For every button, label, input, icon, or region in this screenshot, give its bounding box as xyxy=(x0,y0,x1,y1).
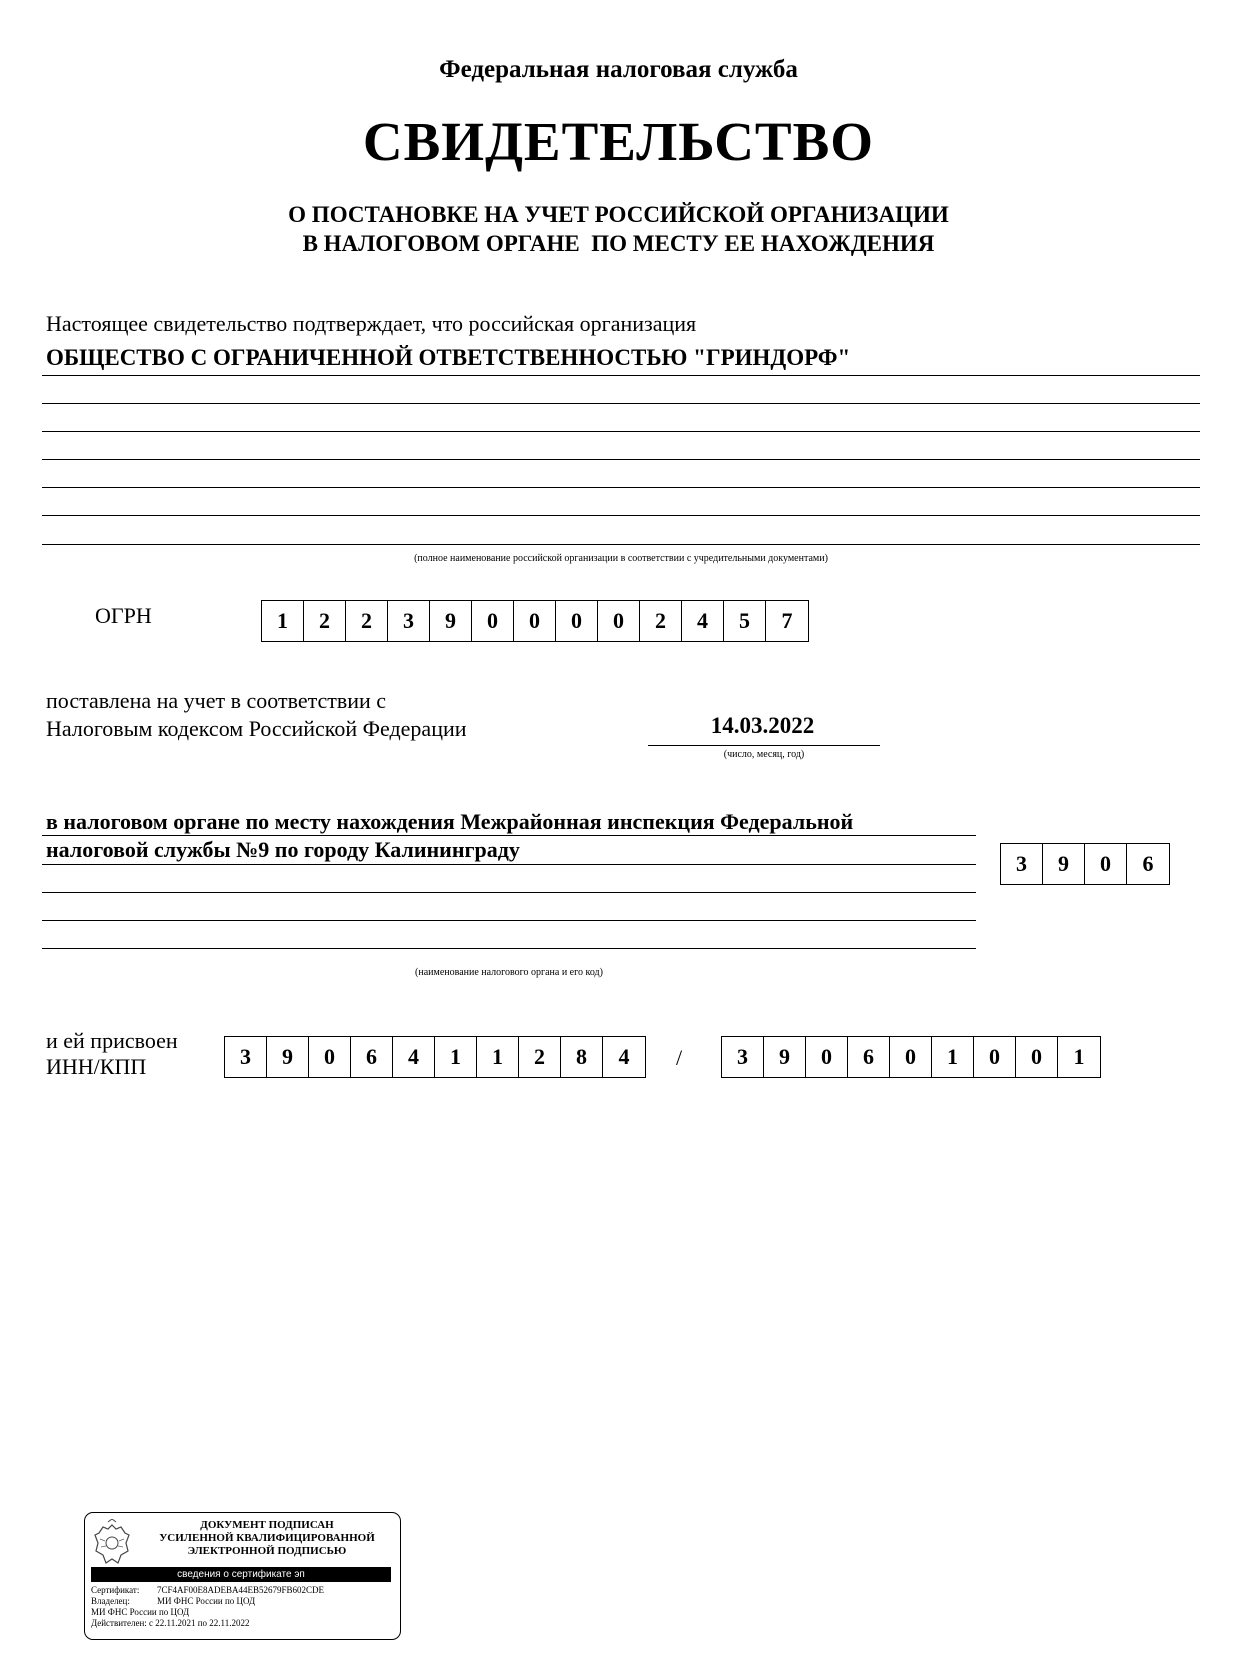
inn-digit: 0 xyxy=(309,1037,351,1077)
stamp-heading-line-3: ЭЛЕКТРОННОЙ ПОДПИСЬЮ xyxy=(187,1545,347,1557)
authority-line-2 xyxy=(42,864,976,865)
inn-digit: 1 xyxy=(477,1037,519,1077)
kpp-digit: 0 xyxy=(974,1037,1016,1077)
kpp-digit: 6 xyxy=(848,1037,890,1077)
authority-code-digit: 6 xyxy=(1142,851,1154,876)
inn-digit: 2 xyxy=(519,1037,561,1077)
tax-authority-line-2: налоговой службы №9 по городу Калининграду xyxy=(46,837,520,862)
tax-authority-line-1: в налоговом органе по месту нахождения Межрайонная инспекция Федеральной xyxy=(46,809,854,834)
kpp-digit: 9 xyxy=(764,1037,806,1077)
registration-line-2: Налоговым кодексом Российской Федерации xyxy=(46,716,467,741)
ogrn-digit: 4 xyxy=(682,601,724,641)
ogrn-boxes xyxy=(261,600,809,642)
inn-digit: 8 xyxy=(561,1037,603,1077)
intro-text: Настоящее свидетельство подтверждает, что российская организация xyxy=(46,311,697,336)
coat-of-arms-icon xyxy=(91,1519,133,1567)
authority-line-3 xyxy=(42,892,976,893)
authority-line-1 xyxy=(42,835,976,836)
inn-digit: 1 xyxy=(435,1037,477,1077)
ogrn-digit: 2 xyxy=(304,601,346,641)
inn-kpp-label-line-2: ИНН/КПП xyxy=(46,1054,147,1079)
ogrn-digit: 1 xyxy=(262,601,304,641)
inn-kpp-label-line-1: и ей присвоен xyxy=(46,1028,178,1053)
name-line-5 xyxy=(42,487,1200,488)
document-title: СВИДЕТЕЛЬСТВО xyxy=(362,111,875,172)
inn-kpp-separator: / xyxy=(676,1045,683,1070)
ogrn-digit: 9 xyxy=(430,601,472,641)
certificate-label: Сертификат: xyxy=(91,1585,140,1595)
organization-caption: (полное наименование российской организации в соответствии с учредительными документами) xyxy=(414,553,828,564)
kpp-digit: 0 xyxy=(890,1037,932,1077)
name-line-3 xyxy=(42,431,1200,432)
name-line-1 xyxy=(42,375,1200,376)
stamp-heading-line-1: ДОКУМЕНТ ПОДПИСАН xyxy=(200,1519,334,1531)
inn-boxes xyxy=(224,1036,646,1078)
valid-value: с 22.11.2021 по 22.11.2022 xyxy=(149,1618,250,1628)
authority-code-boxes xyxy=(1000,843,1170,885)
ogrn-digit: 2 xyxy=(346,601,388,641)
document-subtitle-line-1: О ПОСТАНОВКЕ НА УЧЕТ РОССИЙСКОЙ ОРГАНИЗАЦИИ xyxy=(288,202,949,227)
authority-caption: (наименование налогового органа и его код) xyxy=(415,967,603,978)
inn-digit: 4 xyxy=(618,1044,630,1069)
authority-code-digit: 3 xyxy=(1001,844,1043,884)
name-line-6 xyxy=(42,515,1200,516)
kpp-digit: 1 xyxy=(1073,1044,1085,1069)
inn-digit: 9 xyxy=(267,1037,309,1077)
authority-line-4 xyxy=(42,920,976,921)
inn-digit: 3 xyxy=(225,1037,267,1077)
owner-value-2: МИ ФНС России по ЦОД xyxy=(91,1607,190,1617)
ogrn-digit: 2 xyxy=(640,601,682,641)
e-signature-stamp xyxy=(84,1512,401,1640)
inn-digit: 6 xyxy=(351,1037,393,1077)
agency-name: Федеральная налоговая служба xyxy=(439,56,798,83)
name-line-2 xyxy=(42,403,1200,404)
registration-date: 14.03.2022 xyxy=(710,713,815,738)
certificate-details xyxy=(91,1585,324,1629)
date-caption: (число, месяц, год) xyxy=(723,749,805,760)
ogrn-digit: 7 xyxy=(781,608,793,633)
authority-line-5 xyxy=(42,948,976,949)
owner-label: Владелец: xyxy=(91,1596,130,1606)
ogrn-digit: 5 xyxy=(724,601,766,641)
kpp-digit: 0 xyxy=(806,1037,848,1077)
certificate-value: 7CF4AF00E8ADEBA44EB52679FB602CDE xyxy=(157,1585,325,1595)
ogrn-digit: 0 xyxy=(598,601,640,641)
kpp-digit: 1 xyxy=(932,1037,974,1077)
date-underline xyxy=(648,745,880,746)
registration-line-1: поставлена на учет в соответствии с xyxy=(46,688,387,713)
owner-value: МИ ФНС России по ЦОД xyxy=(157,1596,256,1606)
ogrn-digit: 3 xyxy=(388,601,430,641)
stamp-heading-line-2: УСИЛЕННОЙ КВАЛИФИЦИРОВАННОЙ xyxy=(159,1532,375,1544)
name-line-7 xyxy=(42,544,1200,545)
ogrn-digit: 0 xyxy=(556,601,598,641)
kpp-digit: 0 xyxy=(1016,1037,1058,1077)
stamp-heading xyxy=(139,1519,395,1558)
authority-code-digit: 0 xyxy=(1085,844,1127,884)
inn-digit: 4 xyxy=(393,1037,435,1077)
organization-name: ОБЩЕСТВО С ОГРАНИЧЕННОЙ ОТВЕТСТВЕННОСТЬЮ "ГРИНДОРФ" xyxy=(46,345,851,370)
ogrn-digit: 0 xyxy=(514,601,556,641)
ogrn-digit: 0 xyxy=(472,601,514,641)
ogrn-label: ОГРН xyxy=(95,603,152,628)
name-line-4 xyxy=(42,459,1200,460)
kpp-digit: 3 xyxy=(722,1037,764,1077)
document-subtitle-line-2: В НАЛОГОВОМ ОРГАНЕ ПО МЕСТУ ЕЕ НАХОЖДЕНИЯ xyxy=(302,231,935,256)
kpp-boxes xyxy=(721,1036,1101,1078)
authority-code-digit: 9 xyxy=(1043,844,1085,884)
certificate-info-bar: сведения о сертификате эп xyxy=(91,1567,391,1582)
valid-label: Действителен: xyxy=(91,1618,147,1628)
